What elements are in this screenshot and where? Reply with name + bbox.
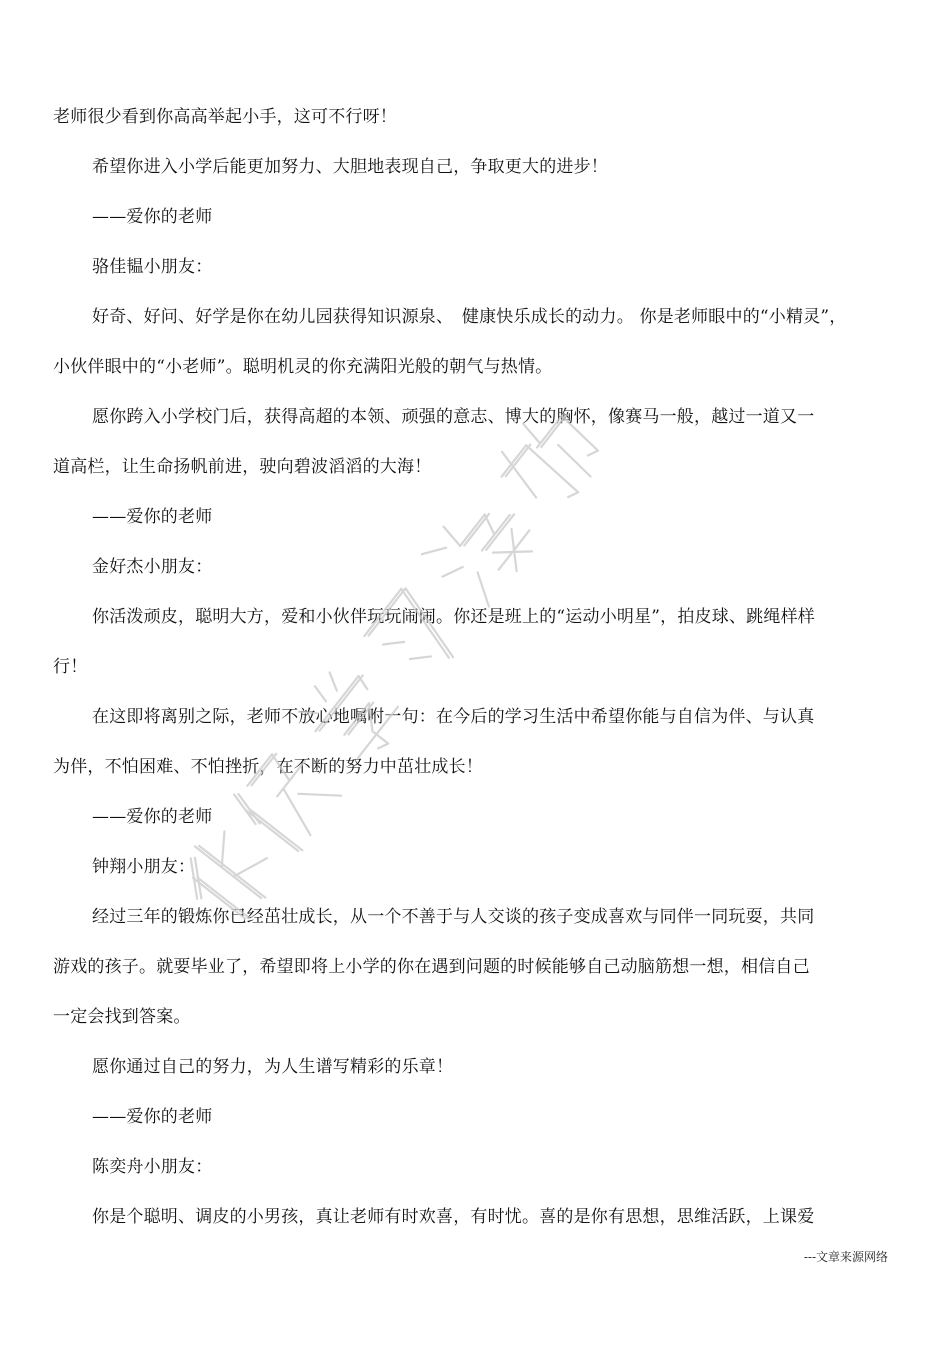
signature-line: ——爱你的老师 [92,507,213,527]
greeting-line: 骆佳韫小朋友： [92,257,213,277]
body-text-line: 一定会找到答案。 [53,1007,191,1027]
body-text-line: 在这即将离别之际，老师不放心地嘱咐一句：在今后的学习生活中希望你能与自信为伴、与认真 [92,707,815,727]
greeting-line: 陈奕舟小朋友： [92,1157,213,1177]
signature-line: ——爱你的老师 [92,807,213,827]
body-text-line: 愿你跨入小学校门后，获得高超的本领、顽强的意志、博大的胸怀，像赛马一般，越过一道又一 [92,407,815,427]
signature-line: ——爱你的老师 [92,207,213,227]
body-text-line: 你活泼顽皮，聪明大方，爱和小伙伴玩玩闹闹。你还是班上的“运动小明星”，拍皮球、跳绳样样 [92,607,815,627]
body-text-line: 道高栏，让生命扬帆前进，驶向碧波滔滔的大海！ [53,457,432,477]
body-text-line: 为伴，不怕困难、不怕挫折，在不断的努力中茁壮成长！ [53,757,483,777]
body-text-line: 愿你通过自己的努力，为人生谱写精彩的乐章！ [92,1057,454,1077]
body-text-line: 希望你进入小学后能更加努力、大胆地表现自己，争取更大的进步！ [92,157,608,177]
body-text-line: 小伙伴眼中的“小老师”。聪明机灵的你充满阳光般的朝气与热情。 [53,357,553,377]
signature-line: ——爱你的老师 [92,1107,213,1127]
greeting-line: 钟翔小朋友： [92,857,196,877]
body-text-line: 行！ [53,657,88,677]
body-text-line: 经过三年的锻炼你已经茁壮成长，从一个不善于与人交谈的孩子变成喜欢与同伴一同玩耍，共同 [92,907,815,927]
body-text-line: 你是个聪明、调皮的小男孩，真让老师有时欢喜，有时忧。喜的是你有思想，思维活跃，上课爱 [92,1207,815,1227]
body-text-line: 好奇、好问、好学是你在幼儿园获得知识源泉、 健康快乐成长的动力。 你是老师眼中的“小精灵”， [92,307,847,327]
body-text-line: 老师很少看到你高高举起小手，这可不行呀！ [53,107,397,127]
source-footer: ---文章来源网络 [803,1250,888,1264]
greeting-line: 金好杰小朋友： [92,557,213,577]
body-text-line: 游戏的孩子。就要毕业了，希望即将上小学的你在遇到问题的时候能够自己动脑筋想一想，相信自己 [53,957,810,977]
